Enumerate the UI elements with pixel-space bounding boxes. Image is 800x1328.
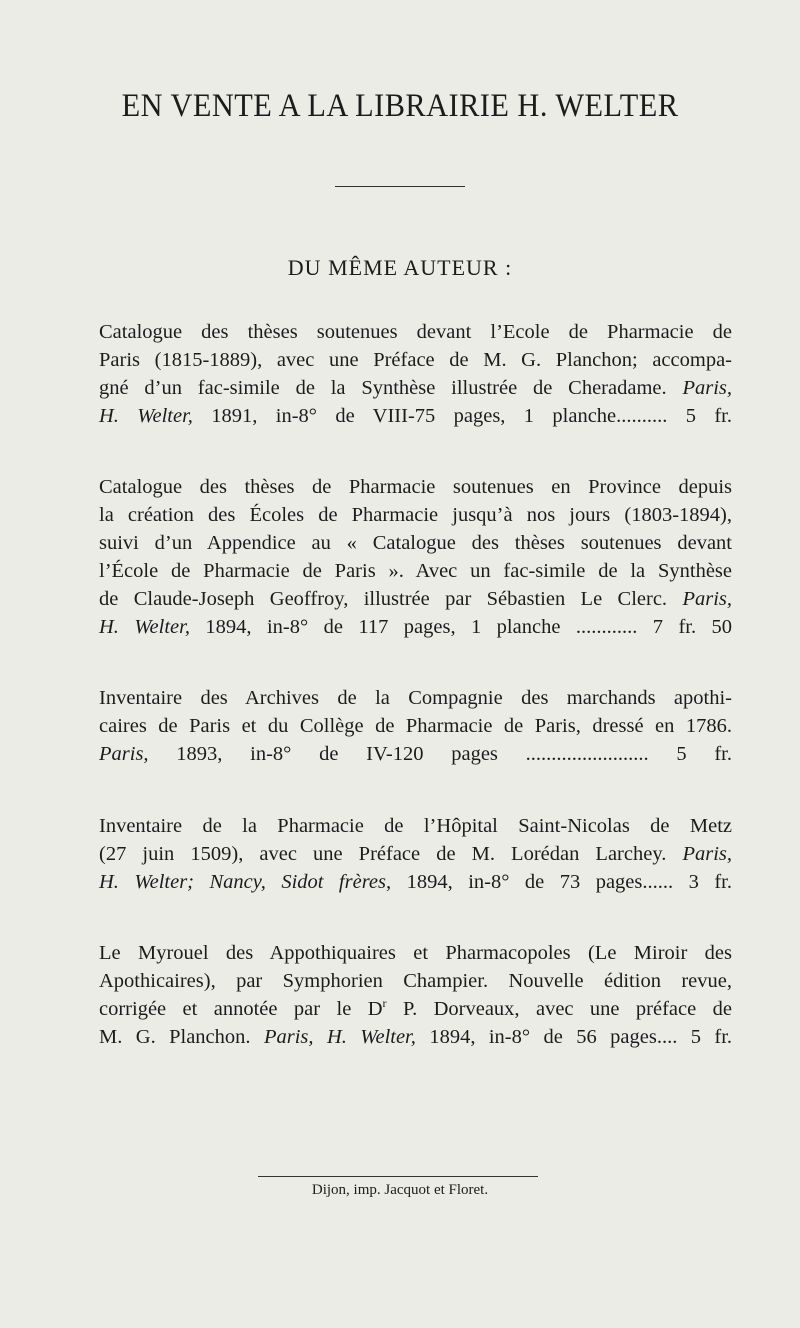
publisher-name: H. Welter, xyxy=(99,616,190,638)
publisher-name: H. Welter; Nancy, Sidot frères, xyxy=(99,871,392,893)
entry-line xyxy=(72,995,732,1023)
entry-line xyxy=(72,840,732,868)
entry-line: suivi d’un Appendice au « Catalogue des thèses soutenues devant xyxy=(99,532,732,554)
publisher-name: H. Welter, xyxy=(326,1026,416,1048)
catalogue-entry xyxy=(72,812,732,896)
entry-line xyxy=(72,868,732,896)
publisher-place: Paris, xyxy=(263,1026,314,1048)
footer-divider xyxy=(258,1176,538,1177)
entry-line: Inventaire de la Pharmacie de l’Hôpital Saint-Nicolas de Metz xyxy=(99,815,732,837)
entry-line: Catalogue des thèses soutenues devant l’Ecole de Pharmacie de xyxy=(99,321,732,343)
entry-line: Apothicaires), par Symphorien Champier. Nouvelle édition revue, xyxy=(99,970,732,992)
entry-line xyxy=(72,613,732,641)
entry-line: l’École de Pharmacie de Paris ». Avec un fac-simile de la Synthèse xyxy=(99,560,732,582)
entry-text: 1891, in-8° de VIII-75 pages, 1 planche.......... 5 fr. xyxy=(211,405,733,427)
entry-text: 1894, in-8° de 56 pages.... 5 fr. xyxy=(429,1026,733,1048)
entry-line: Paris (1815-1889), avec une Préface de M. G. Planchon; accompa- xyxy=(99,349,732,371)
catalogue-entry xyxy=(72,684,732,768)
page-title: EN VENTE A LA LIBRAIRIE H. WELTER xyxy=(121,88,679,124)
superscript: r xyxy=(382,996,387,1011)
entry-text: P. Dorveaux, avec une préface de xyxy=(402,998,732,1020)
printer-imprint: Dijon, imp. Jacquot et Floret. xyxy=(311,1182,489,1198)
entry-text: 1894, in-8° de 73 pages...... 3 fr. xyxy=(406,871,732,893)
catalogue-entry xyxy=(72,318,732,430)
entry-text: M. G. Planchon. xyxy=(99,1026,251,1048)
entry-line xyxy=(72,402,732,430)
publisher-place: Paris, xyxy=(99,743,149,765)
entry-text: 1894, in-8° de 117 pages, 1 planche ............ 7 fr. 50 xyxy=(205,616,733,638)
entry-text: gné d’un fac-simile de la Synthèse illustrée de Cheradame. xyxy=(99,377,667,399)
publisher-place: Paris, xyxy=(682,377,732,399)
entry-line: Catalogue des thèses de Pharmacie soutenues en Province depuis xyxy=(99,476,732,498)
catalogue-entry xyxy=(72,473,732,641)
section-heading: DU MÊME AUTEUR : xyxy=(287,255,513,280)
entry-line xyxy=(72,374,732,402)
entry-text: de Claude-Joseph Geoffroy, illustrée par Sébastien Le Clerc. xyxy=(99,588,668,610)
entry-line xyxy=(72,1023,732,1051)
publisher-place: Paris, xyxy=(682,843,733,865)
entry-line: Inventaire des Archives de la Compagnie des marchands apothi- xyxy=(99,687,732,709)
entry-line xyxy=(72,585,732,613)
entry-line: la création des Écoles de Pharmacie jusqu’à nos jours (1803-1894), xyxy=(99,504,732,526)
entry-line: Le Myrouel des Appothiquaires et Pharmacopoles (Le Miroir des xyxy=(99,942,732,964)
publisher-place: Paris, xyxy=(682,588,732,610)
entry-text: 1893, in-8° de IV-120 pages ........................ 5 fr. xyxy=(176,743,733,765)
entry-text: (27 juin 1509), avec une Préface de M. Lorédan Larchey. xyxy=(99,843,667,865)
entry-line: caires de Paris et du Collège de Pharmacie de Paris, dressé en 1786. xyxy=(99,715,732,737)
entry-line xyxy=(72,740,732,768)
entry-text: corrigée et annotée par le D xyxy=(99,998,383,1020)
publisher-name: H. Welter, xyxy=(99,405,193,427)
catalogue-entry xyxy=(72,939,732,1051)
title-divider xyxy=(335,186,465,187)
